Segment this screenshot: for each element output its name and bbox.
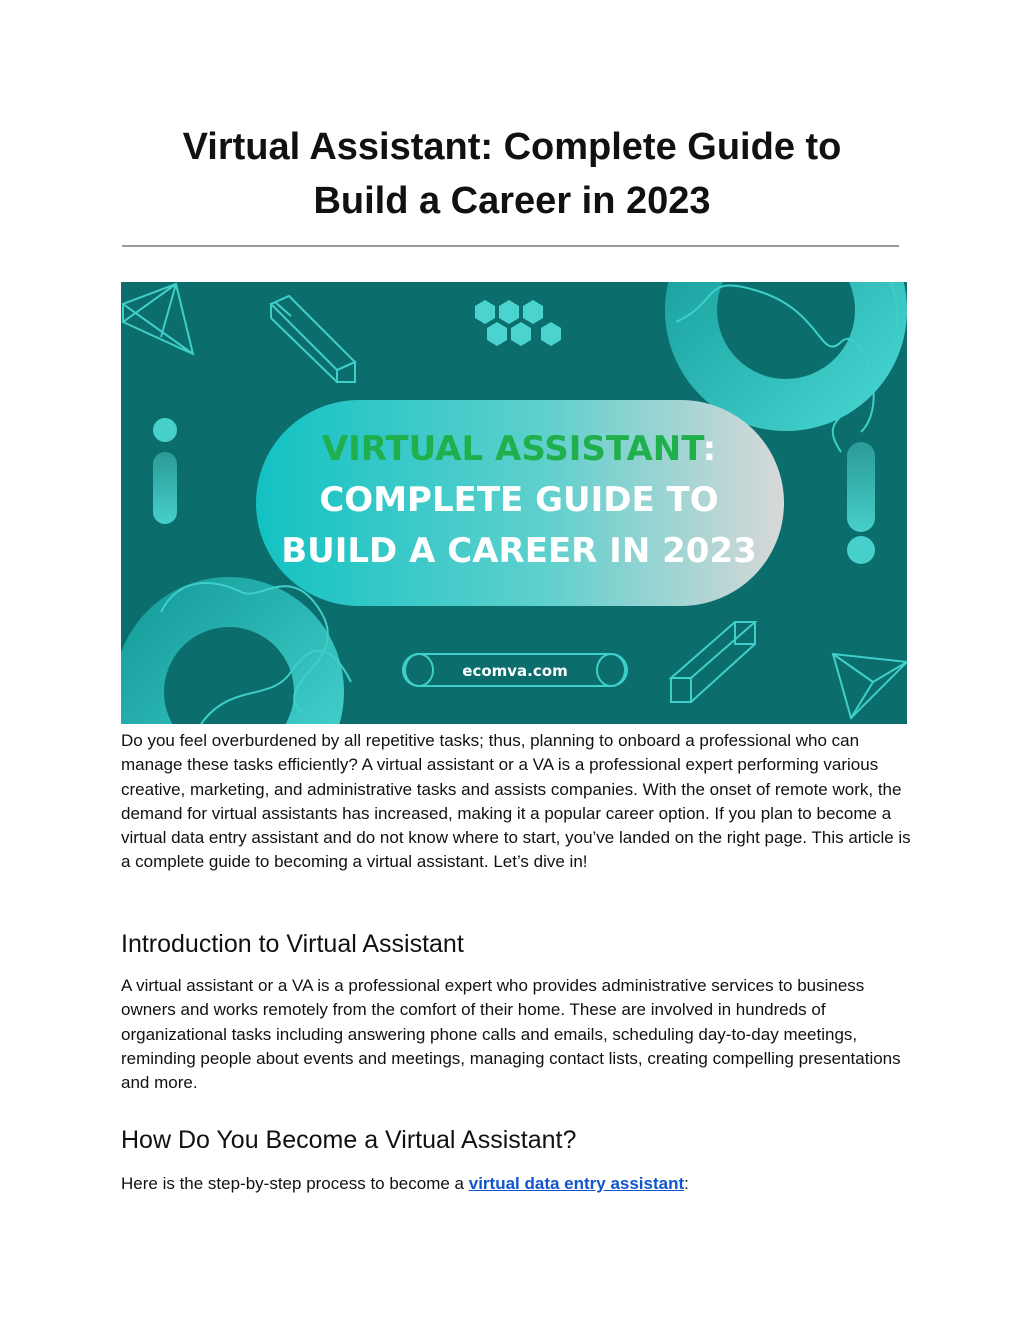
banner-heading-green: VIRTUAL ASSISTANT [321, 429, 703, 469]
steps-intro-text: Here is the step-by-step process to become a [121, 1174, 469, 1193]
title-line-2: Build a Career in 2023 [313, 180, 711, 222]
banner-heading-line1 [322, 429, 716, 469]
left-exclaim-bar [153, 418, 177, 524]
steps-intro-colon: : [684, 1174, 689, 1193]
section-heading-become-va: How Do You Become a Virtual Assistant? [121, 1126, 577, 1154]
title-line-1: Virtual Assistant: Complete Guide to [182, 126, 842, 168]
intro-paragraph: Do you feel overburdened by all repetitive tasks; thus, planning to onboard a professional who can manage these tasks efficiently? A virtual assistant or a VA is a professional expert performing various creative, marketing, and administrative tasks and assists companies. With the onset of remote work, the demand for virtual assistants has increased, making it a popular career option. If you plan to become a virtual data entry assistant and do not know where to start, you’ve landed on the right page. This article is a complete guide to becoming a virtual assistant. Let’s dive in! [121, 731, 911, 872]
title-divider [122, 245, 899, 247]
banner-heading-line3: BUILD A CAREER IN 2023 [281, 531, 757, 571]
section-heading-introduction: Introduction to Virtual Assistant [121, 930, 464, 958]
banner-heading-line2: COMPLETE GUIDE TO [319, 480, 719, 520]
steps-intro-paragraph [121, 1172, 911, 1196]
right-exclaim-bar [847, 442, 875, 564]
banner-heading-colon: : [702, 429, 717, 469]
document-title [0, 120, 1024, 228]
hero-banner-image [121, 282, 907, 724]
introduction-paragraph: A virtual assistant or a VA is a professional expert who provides administrative services to business owners and works remotely from the comfort of their home. These are involved in hundreds of organizational tasks including answering phone calls and emails, scheduling day-to-day meetings, reminding people about events and meetings, managing contact lists, creating compelling presentations and more. [121, 976, 901, 1093]
virtual-data-entry-assistant-link[interactable]: virtual data entry assistant [468, 1174, 685, 1193]
site-name: ecomva.com [462, 662, 568, 680]
